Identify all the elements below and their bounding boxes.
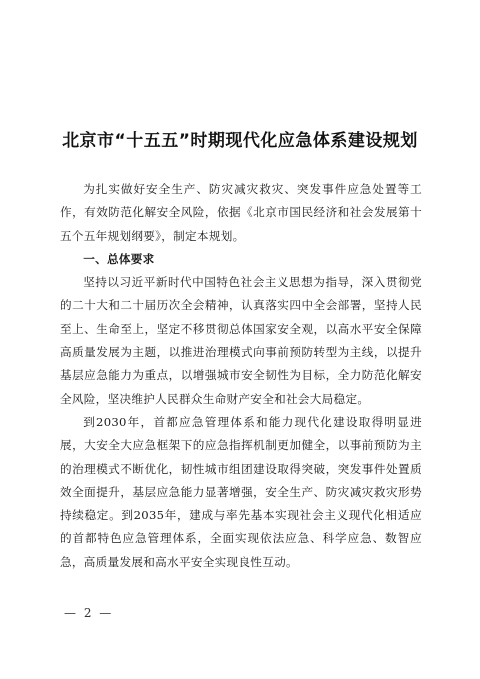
intro-paragraph: 为扎实做好安全生产、防灾减灾救灾、突发事件应急处置等工作，有效防范化解安全风险，依据《北京市国民经济和社会发展第十五个五年规划纲要》，制定本规划。 (60, 182, 422, 243)
document-title: 北京市“十五五”时期现代化应急体系建设规划 (62, 131, 418, 151)
guiding-principles-paragraph: 坚持以习近平新时代中国特色社会主义思想为指导，深入贯彻党的二十大和二十届历次全会精神，认真落实四中全会部署，坚持人民至上、生命至上，坚定不移贯彻总体国家安全观，以高水平安全保障高质量发展为主题，以推进治理模式向事前预防转型为主线，以提升基层应急能力为重点，以增强城市安全韧性为目标，全力防范化解安全风险，坚决维护人民群众生命财产安全和社会大局稳定。 (60, 275, 422, 406)
section-heading: 一、总体要求 (83, 251, 155, 266)
page-number: — 2 — (64, 606, 114, 620)
document-body (60, 178, 422, 574)
goals-paragraph: 到2030年，首都应急管理体系和能力现代化建设取得明显进展，大安全大应急框架下的应急指挥机制更加健全，以事前预防为主的治理模式不断优化，韧性城市组团建设取得突破，突发事件处置质效全面提升，基层应急能力显著增强，安全生产、防灾减灾救灾形势持续稳定。到2035年，建成与率先基本实现社会主义现代化相适应的首都特色应急管理体系，全面实现依法应急、科学应急、数智应急，高质量发展和高水平安全实现良性互动。 (60, 414, 422, 569)
